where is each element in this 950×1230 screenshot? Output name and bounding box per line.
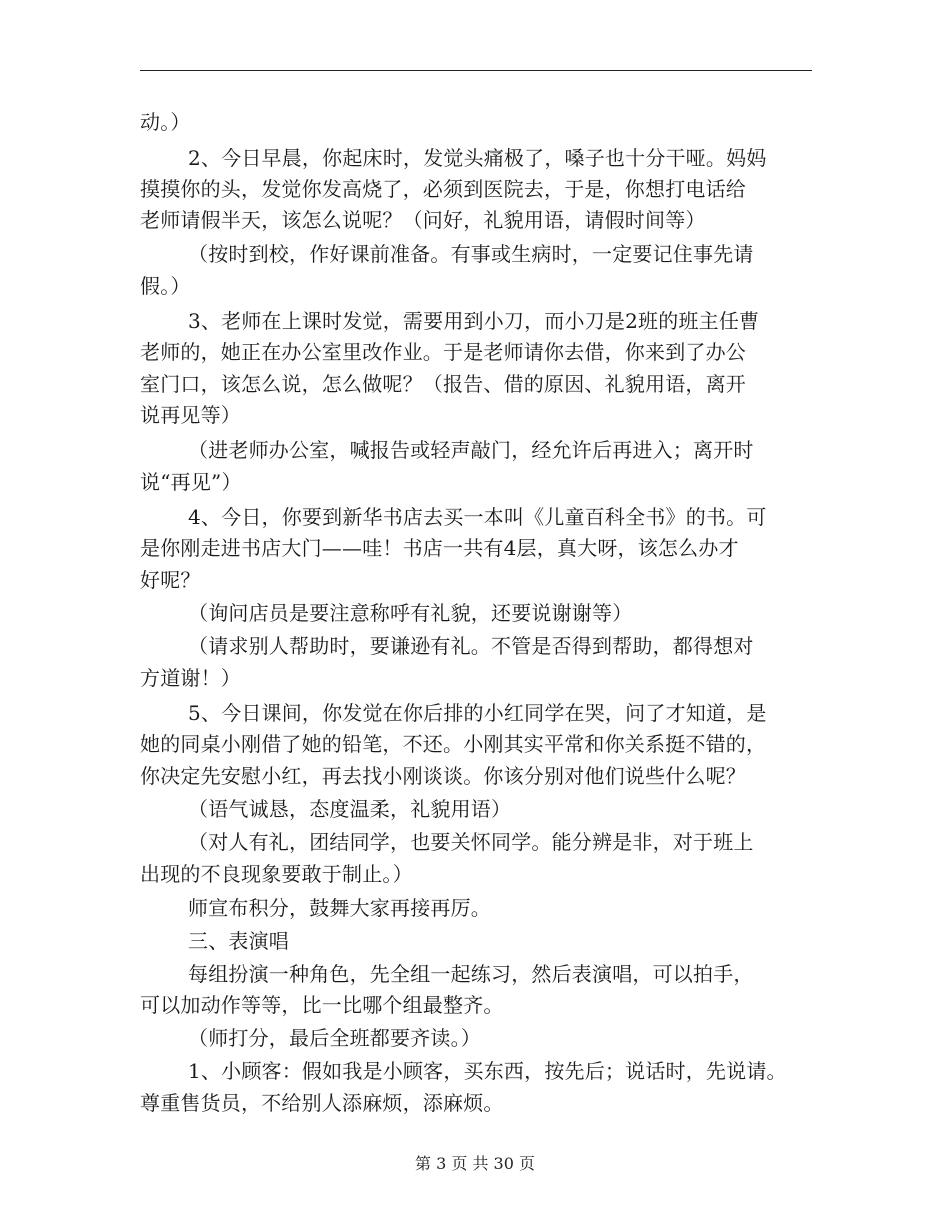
- text-line: 老师请假半天，该怎么说呢？（问好，礼貌用语，请假时间等）: [140, 208, 706, 232]
- text-line: （请求别人帮助时，要谦逊有礼。不管是否得到帮助，都得想对: [188, 634, 754, 658]
- text-line: 1、小顾客：假如我是小顾客，买东西，按先后；说话时，先说请。: [188, 1059, 787, 1083]
- text-line: （进老师办公室，喊报告或轻声敲门，经允许后再进入；离开时: [188, 438, 754, 462]
- text-line: 5、今日课间，你发觉在你后排的小红同学在哭，问了才知道，是: [188, 701, 767, 725]
- text-line: 师宣布积分，鼓舞大家再接再厉。: [188, 896, 491, 920]
- text-line: 方道谢！）: [140, 666, 241, 690]
- text-line: 2、今日早晨，你起床时，发觉头痛极了，嗓子也十分干哑。妈妈: [188, 146, 767, 170]
- text-line: （询问店员是要注意称呼有礼貌，还要说谢谢等）: [188, 601, 633, 625]
- text-line: 4、今日，你要到新华书店去买一本叫《儿童百科全书》的书。可: [188, 505, 767, 529]
- text-line: 3、老师在上课时发觉，需要用到小刀，而小刀是2班的班主任曹: [188, 309, 760, 333]
- text-line: （对人有礼，团结同学，也要关怀同学。能分辨是非，对于班上: [188, 830, 754, 854]
- text-line: 好呢？: [140, 568, 201, 592]
- text-line: 出现的不良现象要敢于制止。）: [140, 862, 413, 886]
- text-line: 她的同桌小刚借了她的铅笔，不还。小刚其实平常和你关系挺不错的，: [140, 732, 767, 756]
- text-line: 是你刚走进书店大门——哇！书店一共有4层，真大呀，该怎么办才: [140, 536, 739, 560]
- text-line: 老师的，她正在办公室里改作业。于是老师请你去借，你来到了办公: [140, 340, 746, 364]
- text-line: 你决定先安慰小红，再去找小刚谈谈。你该分别对他们说些什么呢？: [140, 764, 746, 788]
- text-line: 说再见等）: [140, 403, 241, 427]
- text-line: 每组扮演一种角色，先全组一起练习，然后表演唱，可以拍手，: [188, 962, 754, 986]
- text-line: 尊重售货员，不给别人添麻烦，添麻烦。: [140, 1091, 504, 1115]
- text-line: （师打分，最后全班都要齐读。）: [188, 1026, 481, 1050]
- text-line: 说“再见”）: [140, 470, 242, 494]
- text-line: （按时到校，作好课前准备。有事或生病时，一定要记住事先请: [188, 242, 754, 266]
- text-line: 动。）: [140, 110, 191, 134]
- text-line: 可以加动作等等，比一比哪个组最整齐。: [140, 993, 504, 1017]
- text-line: 假。）: [140, 274, 191, 298]
- text-line: 摸摸你的头，发觉你发高烧了，必须到医院去，于是，你想打电话给: [140, 177, 746, 201]
- text-line: 室门口，该怎么说，怎么做呢？（报告、借的原因、礼貌用语，离开: [140, 372, 746, 396]
- section-heading: 三、表演唱: [188, 929, 289, 953]
- page-number: 第 3 页 共 30 页: [415, 1154, 535, 1173]
- text-line: （语气诚恳，态度温柔，礼貌用语）: [188, 797, 512, 821]
- header-rule: [140, 70, 812, 71]
